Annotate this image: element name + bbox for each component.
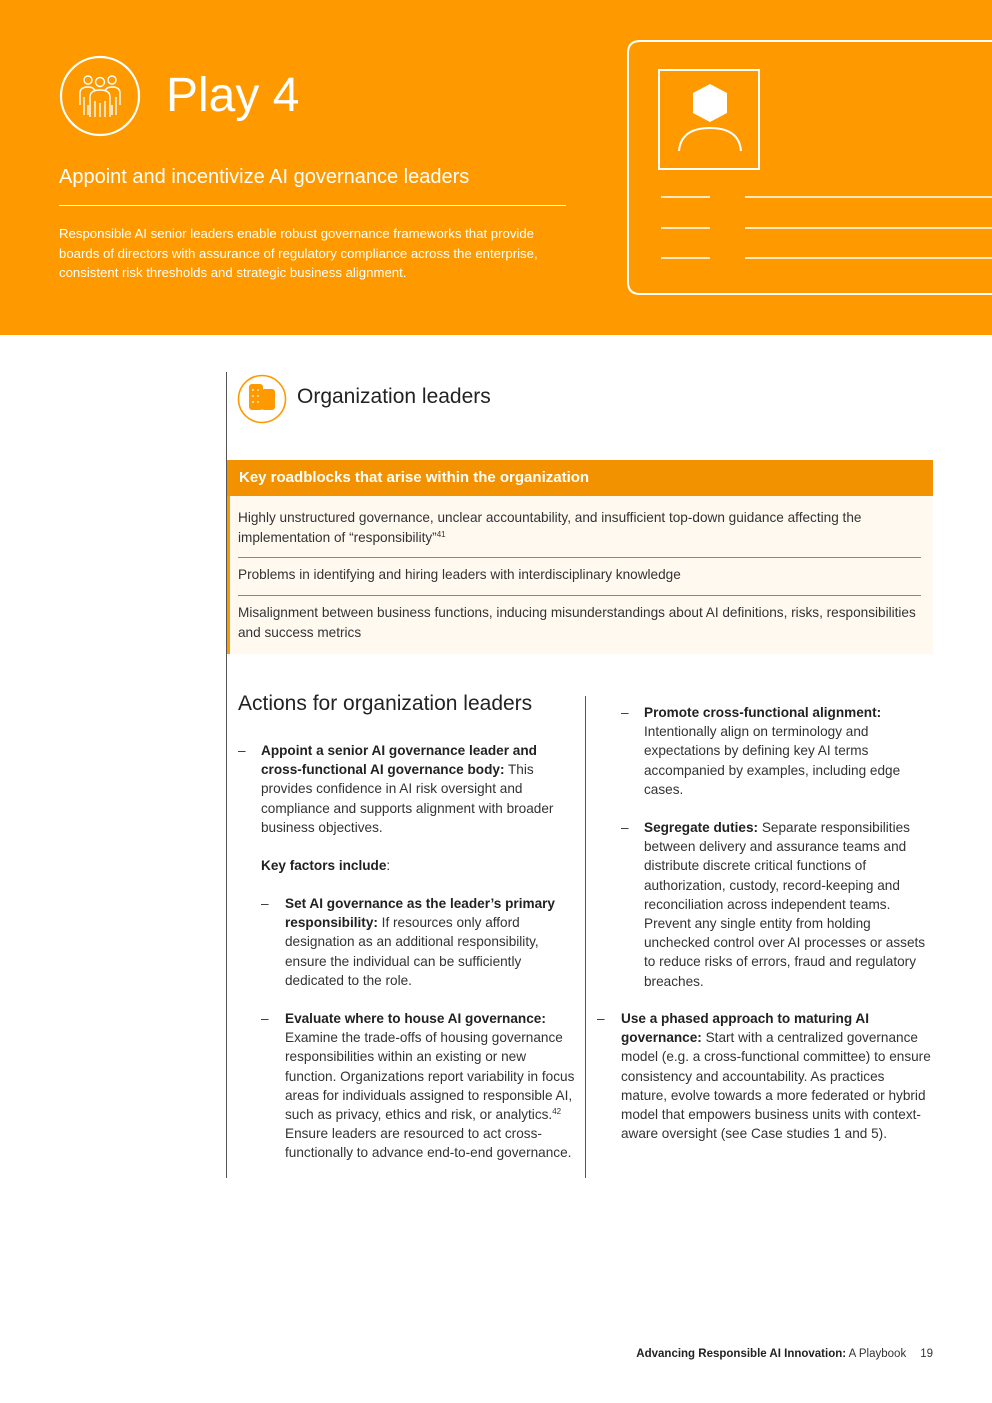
organization-leaders-heading: Organization leaders <box>297 385 491 408</box>
roadblock-item: Problems in identifying and hiring leaders with interdisciplinary knowledge <box>238 567 681 582</box>
actions-heading: Actions for organization leaders <box>238 692 533 715</box>
hero-subtitle: Appoint and incentivize AI governance leaders <box>59 166 470 188</box>
roadblock-item: Highly unstructured governance, unclear accountability, and insufficient top-down guidance affecting the implementation of “responsibility”$^{41}$ <box>238 510 862 545</box>
bullet-dash: – <box>597 1011 605 1026</box>
hero-banner <box>0 0 992 335</box>
key-factor-item: Set AI governance as the leader’s primary responsibility: If resources only afford designation as an additional responsibility, ensure the individual can be sufficiently dedicated to the role. <box>285 896 555 988</box>
bullet-dash: – <box>261 896 269 911</box>
footnote-ref: 41 <box>436 529 446 539</box>
roadblock-divider <box>238 595 921 596</box>
page-number: 19 <box>920 1348 933 1360</box>
publication-title: Advancing Responsible AI Innovation: A Playbook <box>636 1348 907 1360</box>
key-factor-item: Evaluate where to house AI governance: Examine the trade-offs of housing governance responsibilities within an existing or new function. Organizations report variability in focus areas for individuals assigned to responsible AI, such as privacy, ethics and risk, or analytics.$^{42}$ Ensure leaders are resourced to act cross-functionally to advance end-to-end governance. <box>285 1011 575 1161</box>
people-group-icon <box>59 55 141 137</box>
buildings-icon <box>237 374 287 424</box>
footnote-ref: 42 <box>552 1107 562 1117</box>
key-factor-item: Promote cross-functional alignment: Intentionally align on terminology and expectations by defining key AI terms accompanied by examples, including edge cases. <box>644 705 901 797</box>
bullet-dash: – <box>621 705 629 720</box>
page-footer <box>636 1346 933 1362</box>
hero-body-text: Responsible AI senior leaders enable robust governance frameworks that provide boards of directors with assurance of regulatory compliance across the enterprise, consistent risk thresholds and strategic business alignment. <box>59 226 538 280</box>
id-card-illustration <box>626 40 992 296</box>
roadblock-divider <box>238 557 921 558</box>
key-factors-label: Key factors include: <box>261 858 391 873</box>
roadblocks-header: Key roadblocks that arise within the organization <box>227 460 933 496</box>
bullet-dash: – <box>621 820 629 835</box>
roadblock-item: Misalignment between business functions, inducing misunderstandings about AI definitions, risks, responsibilities and success metrics <box>238 605 916 640</box>
column-divider <box>585 696 586 1178</box>
roadblocks-accent-bar <box>227 496 230 654</box>
key-factor-item: Segregate duties: Separate responsibilities between delivery and assurance teams and distribute discrete critical functions of authorization, custody, record-keeping and reconciliation across independent teams. Prevent any single entity from holding unchecked control over AI processes or assets to reduce risks of errors, fraud and regulatory breaches. <box>644 820 926 989</box>
roadblocks-table <box>227 460 933 654</box>
action-item: Appoint a senior AI governance leader and cross-functional AI governance body: This provides confidence in AI risk oversight and compliance and supports alignment with broader business objectives. <box>261 743 554 835</box>
hero-divider <box>59 205 566 206</box>
action-item: Use a phased approach to maturing AI governance: Start with a centralized governance model (e.g. a cross-functional committee) to ensure consistency and accountability. As practices mature, evolve towards a more federated or hybrid model that empowers business units with context-aware oversight (see Case studies 1 and 5). <box>621 1011 931 1142</box>
play-title: Play 4 <box>166 69 300 122</box>
bullet-dash: – <box>238 743 246 758</box>
bullet-dash: – <box>261 1011 269 1026</box>
